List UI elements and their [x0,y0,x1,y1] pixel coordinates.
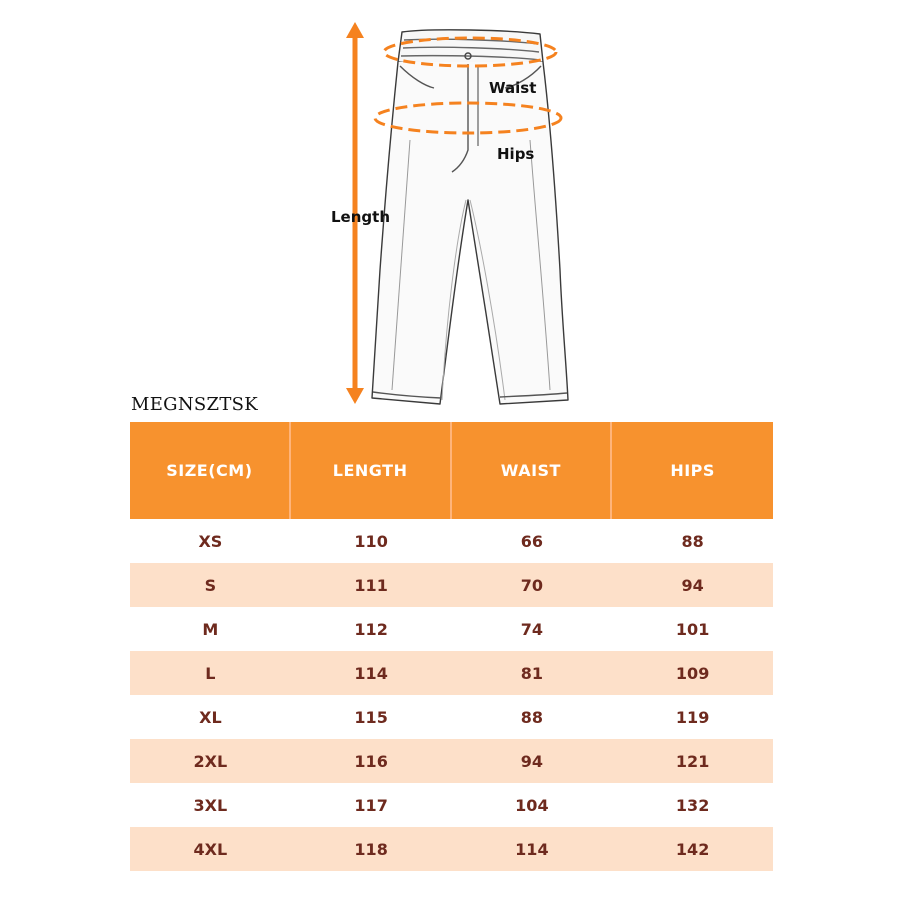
cell-hips: 132 [612,783,773,827]
header-waist [452,422,613,519]
cell-waist: 104 [452,783,613,827]
pants-sketch [372,30,568,404]
cell-hips: 109 [612,651,773,695]
brand-name: MEGNSZTSK [131,394,259,415]
cell-hips: 121 [612,739,773,783]
table-row [130,827,773,871]
table-row [130,695,773,739]
header-hips [612,422,773,519]
cell-size: 3XL [130,783,291,827]
cell-waist: 66 [452,519,613,563]
waist-label: Waist [489,79,537,97]
header-hips-label: HIPS [670,461,715,480]
cell-hips: 94 [612,563,773,607]
table-row [130,651,773,695]
header-length-label: LENGTH [332,461,408,480]
cell-size: XS [130,519,291,563]
cell-length: 111 [291,563,452,607]
cell-waist: 74 [452,607,613,651]
cell-waist: 114 [452,827,613,871]
cell-hips: 142 [612,827,773,871]
cell-length: 117 [291,783,452,827]
header-waist-label: WAIST [500,461,561,480]
size-chart-table [130,422,773,871]
length-label: Length [331,208,390,226]
header-size [130,422,291,519]
table-row [130,739,773,783]
cell-length: 114 [291,651,452,695]
cell-hips: 101 [612,607,773,651]
cell-waist: 94 [452,739,613,783]
cell-size: 2XL [130,739,291,783]
header-size-label: SIZE(CM) [166,461,253,480]
table-row [130,563,773,607]
cell-waist: 88 [452,695,613,739]
hips-label: Hips [497,145,535,163]
cell-length: 110 [291,519,452,563]
table-header-row [130,422,773,519]
cell-length: 115 [291,695,452,739]
header-length [291,422,452,519]
cell-size: XL [130,695,291,739]
cell-length: 112 [291,607,452,651]
cell-hips: 88 [612,519,773,563]
cell-length: 116 [291,739,452,783]
table-row [130,783,773,827]
pants-illustration [0,0,900,410]
table-row [130,519,773,563]
cell-waist: 81 [452,651,613,695]
cell-size: M [130,607,291,651]
table-row [130,607,773,651]
cell-hips: 119 [612,695,773,739]
cell-size: S [130,563,291,607]
cell-length: 118 [291,827,452,871]
cell-waist: 70 [452,563,613,607]
cell-size: 4XL [130,827,291,871]
cell-size: L [130,651,291,695]
